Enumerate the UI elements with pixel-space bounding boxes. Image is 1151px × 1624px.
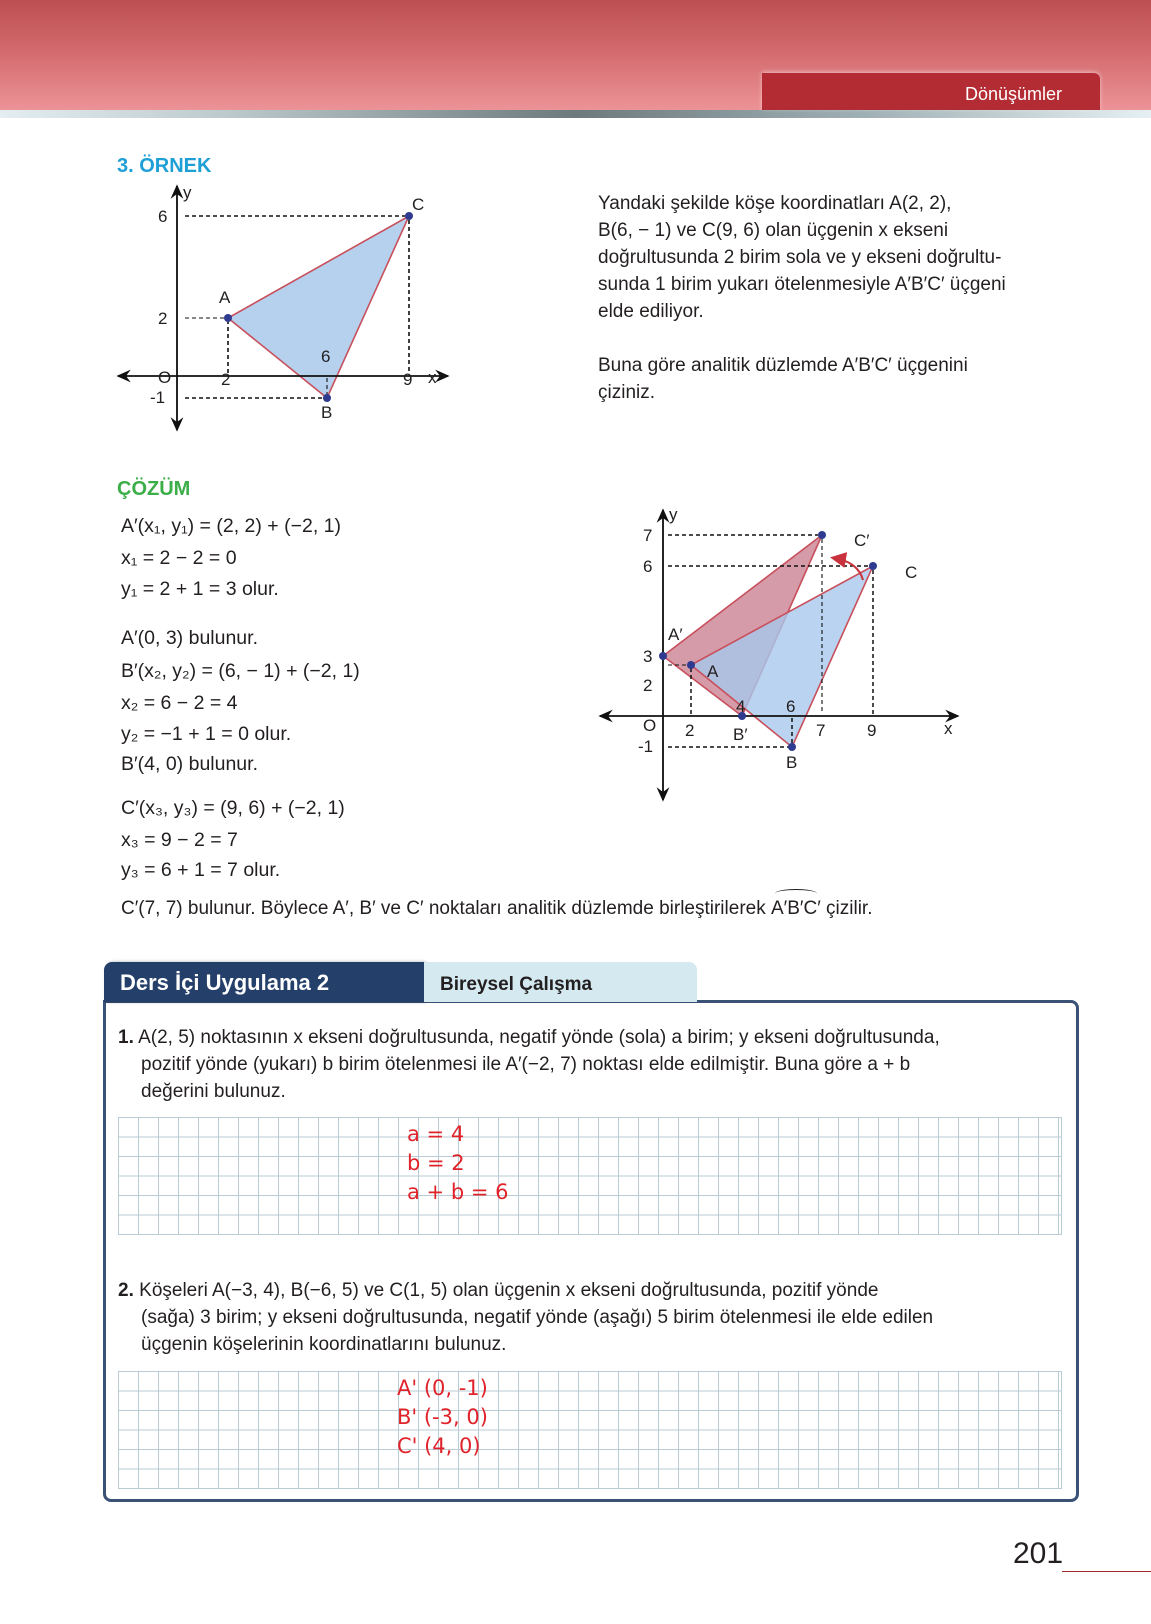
- svg-text:A: A: [219, 288, 231, 307]
- activity-tab-title: Ders İçi Uygulama 2: [104, 962, 424, 1002]
- solution-step: A′(0, 3) bulunur.: [121, 627, 258, 649]
- svg-text:4: 4: [736, 697, 746, 716]
- svg-text:6: 6: [643, 557, 653, 576]
- header-divider-strip: [0, 110, 1151, 118]
- solution-step: x₁ = 2 − 2 = 0: [121, 547, 237, 569]
- answer-1: a = 4 b = 2 a + b = 6: [407, 1122, 509, 1204]
- solution-step: x₂ = 6 − 2 = 4: [121, 692, 238, 714]
- svg-text:2: 2: [221, 370, 231, 389]
- page-number-rule: [1062, 1571, 1151, 1572]
- solution-step: x₃ = 9 − 2 = 7: [121, 829, 238, 851]
- svg-text:y: y: [669, 505, 678, 524]
- svg-text:O: O: [158, 368, 172, 387]
- svg-text:B′: B′: [733, 725, 748, 744]
- svg-text:6: 6: [158, 207, 168, 226]
- solution-step: y₂ = −1 + 1 = 0 olur.: [121, 723, 292, 745]
- svg-text:B: B: [786, 753, 798, 772]
- hat-mark: [775, 889, 817, 898]
- solution-step: A′(x₁, y₁) = (2, 2) + (−2, 1): [121, 515, 342, 537]
- chapter-tab: [762, 73, 1100, 110]
- svg-text:A: A: [707, 662, 719, 681]
- svg-text:9: 9: [867, 721, 877, 740]
- svg-text:2: 2: [685, 721, 695, 740]
- solution-step: y₁ = 2 + 1 = 3 olur.: [121, 578, 279, 600]
- svg-text:7: 7: [643, 526, 653, 545]
- chapter-title: Dönüşümler: [964, 84, 1062, 104]
- solution-conclusion: C′(7, 7) bulunur. Böylece A′, B′ ve C′ noktaları analitik düzlemde birleştirilerek A′B′C′ çizilir.: [121, 893, 873, 924]
- svg-text:6: 6: [786, 697, 796, 716]
- example-question-text: Buna göre analitik düzlemde A′B′C′ üçgenini çiziniz.: [598, 355, 968, 403]
- activity-tab-subtitle: Bireysel Çalışma: [424, 962, 697, 1002]
- svg-text:x: x: [944, 719, 953, 738]
- solution-step: y₃ = 6 + 1 = 7 olur.: [121, 859, 281, 881]
- svg-text:A′: A′: [668, 625, 683, 644]
- question-1: 1. A(2, 5) noktasının x ekseni doğrultusunda, negatif yönde (sola) a birim; y ekseni doğrultusunda, pozitif yönde (yukarı) b birim ötelenmesi ile A′(−2, 7) noktası elde edilmiştir. Buna göre a + b değerini bulunuz.: [118, 1027, 940, 1102]
- svg-text:y: y: [183, 183, 192, 202]
- svg-text:-1: -1: [150, 388, 166, 407]
- svg-text:7: 7: [816, 721, 826, 740]
- solution-step: B′(4, 0) bulunur.: [121, 753, 258, 775]
- example-title: 3. ÖRNEK: [117, 155, 212, 177]
- triangle-abc: [228, 216, 409, 398]
- svg-text:x: x: [428, 368, 437, 387]
- solution-step: C′(x₃, y₃) = (9, 6) + (−2, 1): [121, 797, 345, 819]
- svg-text:3: 3: [643, 647, 653, 666]
- svg-text:2: 2: [158, 309, 168, 328]
- example-problem-text: Yandaki şekilde köşe koordinatları A(2, 2), B(6, − 1) ve C(9, 6) olan üçgenin x ekseni doğrultusunda 2 birim sola ve y ekseni doğrultu- sunda 1 birim yukarı ötelenmesiyle A′B′C′ üçgeni elde ediliyor.: [598, 193, 1006, 322]
- solution-step: B′(x₂, y₂) = (6, − 1) + (−2, 1): [121, 660, 360, 682]
- answer-grid-2[interactable]: [118, 1371, 1062, 1489]
- triangle-symbol: A′B′C′: [771, 893, 821, 924]
- svg-text:9: 9: [403, 370, 413, 389]
- svg-text:-1: -1: [638, 737, 654, 756]
- svg-text:B: B: [321, 403, 333, 422]
- svg-text:C: C: [905, 563, 918, 582]
- svg-text:6: 6: [321, 347, 331, 366]
- answer-2: A' (0, -1) B' (-3, 0) C' (4, 0): [397, 1376, 488, 1458]
- svg-text:C: C: [412, 195, 425, 214]
- page-number: 201: [1013, 1537, 1064, 1570]
- svg-text:2: 2: [643, 676, 653, 695]
- example-graph: [110, 180, 470, 440]
- svg-text:O: O: [643, 716, 657, 735]
- question-2: 2. Köşeleri A(−3, 4), B(−6, 5) ve C(1, 5) olan üçgenin x ekseni doğrultusunda, pozitif yönde (sağa) 3 birim; y ekseni doğrultusunda, negatif yönde (aşağı) 5 birim ötelenmesi ile elde edilen üçgenin köşelerinin koordinatlarını bulunuz.: [118, 1280, 934, 1355]
- solution-title: ÇÖZÜM: [117, 478, 191, 500]
- svg-text:C′: C′: [854, 531, 870, 550]
- answer-grid-1[interactable]: [118, 1117, 1062, 1235]
- solution-graph: [590, 505, 970, 805]
